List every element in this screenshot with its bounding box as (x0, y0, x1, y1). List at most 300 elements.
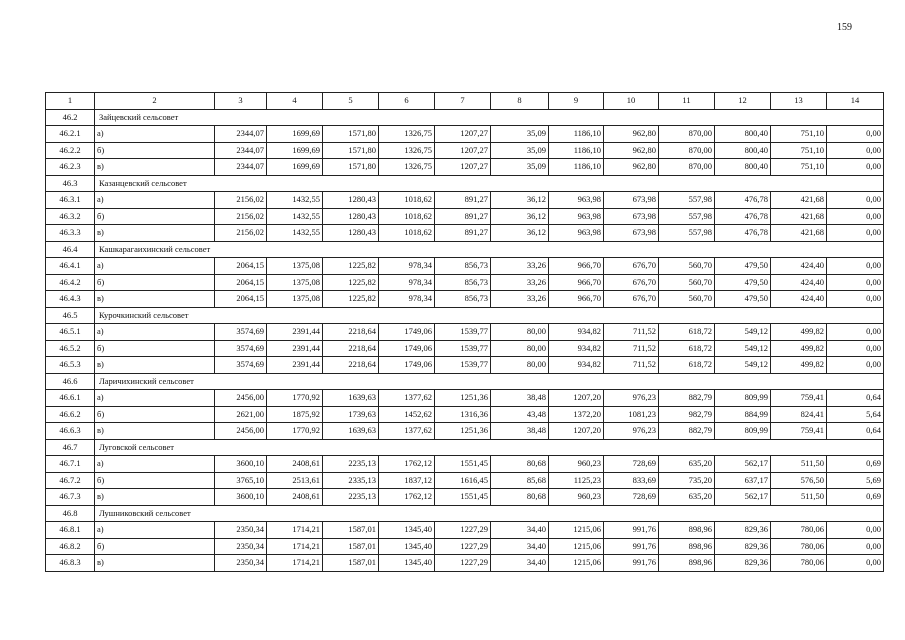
page-number: 159 (837, 22, 852, 33)
table-row (46, 472, 884, 489)
value-cell: 673,98 (604, 192, 659, 209)
value-cell: 0,00 (827, 538, 884, 555)
section-code: 46.5 (46, 307, 95, 324)
value-cell: 1227,29 (435, 522, 491, 539)
value-cell: 898,96 (659, 522, 715, 539)
value-cell: 3765,10 (215, 472, 267, 489)
row-code: 46.6.3 (46, 423, 95, 440)
row-label: а) (95, 324, 215, 341)
table-row (46, 258, 884, 275)
value-cell: 809,99 (715, 390, 771, 407)
value-cell: 1770,92 (267, 390, 323, 407)
table-row (46, 225, 884, 242)
column-header: 13 (771, 93, 827, 110)
value-cell: 829,36 (715, 522, 771, 539)
value-cell: 1345,40 (379, 538, 435, 555)
value-cell: 2350,34 (215, 555, 267, 572)
value-cell: 963,98 (549, 192, 604, 209)
value-cell: 33,26 (491, 291, 549, 308)
value-cell: 618,72 (659, 324, 715, 341)
value-cell: 1207,20 (549, 390, 604, 407)
value-cell: 1587,01 (323, 522, 379, 539)
value-cell: 637,17 (715, 472, 771, 489)
value-cell: 3574,69 (215, 340, 267, 357)
row-label: б) (95, 406, 215, 423)
value-cell: 711,52 (604, 324, 659, 341)
value-cell: 1432,55 (267, 192, 323, 209)
value-cell: 1749,06 (379, 340, 435, 357)
value-cell: 36,12 (491, 225, 549, 242)
table-row (46, 208, 884, 225)
value-cell: 963,98 (549, 208, 604, 225)
value-cell: 780,06 (771, 538, 827, 555)
table-row (46, 192, 884, 209)
value-cell: 0,00 (827, 208, 884, 225)
value-cell: 43,48 (491, 406, 549, 423)
value-cell: 479,50 (715, 258, 771, 275)
section-row (46, 373, 884, 390)
value-cell: 1739,63 (323, 406, 379, 423)
value-cell: 1207,27 (435, 159, 491, 176)
value-cell: 1326,75 (379, 159, 435, 176)
value-cell: 978,34 (379, 274, 435, 291)
section-code: 46.8 (46, 505, 95, 522)
value-cell: 829,36 (715, 555, 771, 572)
column-header: 5 (323, 93, 379, 110)
value-cell: 833,69 (604, 472, 659, 489)
value-cell: 824,41 (771, 406, 827, 423)
value-cell: 33,26 (491, 258, 549, 275)
value-cell: 424,40 (771, 291, 827, 308)
value-cell: 36,12 (491, 208, 549, 225)
value-cell: 3574,69 (215, 357, 267, 374)
row-label: в) (95, 291, 215, 308)
column-header: 14 (827, 93, 884, 110)
table-row (46, 142, 884, 159)
value-cell: 35,09 (491, 159, 549, 176)
value-cell: 962,80 (604, 142, 659, 159)
value-cell: 635,20 (659, 489, 715, 506)
value-cell: 2064,15 (215, 291, 267, 308)
table-row (46, 291, 884, 308)
value-cell: 676,70 (604, 258, 659, 275)
row-code: 46.3.3 (46, 225, 95, 242)
value-cell: 1018,62 (379, 192, 435, 209)
value-cell: 2391,44 (267, 357, 323, 374)
value-cell: 0,00 (827, 225, 884, 242)
row-label: б) (95, 274, 215, 291)
row-label: а) (95, 126, 215, 143)
value-cell: 728,69 (604, 489, 659, 506)
column-header: 8 (491, 93, 549, 110)
value-cell: 2156,02 (215, 225, 267, 242)
value-cell: 424,40 (771, 258, 827, 275)
value-cell: 963,98 (549, 225, 604, 242)
value-cell: 960,23 (549, 489, 604, 506)
value-cell: 1749,06 (379, 324, 435, 341)
value-cell: 1326,75 (379, 142, 435, 159)
value-cell: 421,68 (771, 192, 827, 209)
value-cell: 2064,15 (215, 274, 267, 291)
row-code: 46.7.3 (46, 489, 95, 506)
value-cell: 891,27 (435, 192, 491, 209)
table-row (46, 522, 884, 539)
column-header: 3 (215, 93, 267, 110)
row-label: а) (95, 192, 215, 209)
value-cell: 0,64 (827, 423, 884, 440)
value-cell: 1539,77 (435, 340, 491, 357)
value-cell: 1215,06 (549, 538, 604, 555)
row-label: б) (95, 340, 215, 357)
column-header: 4 (267, 93, 323, 110)
value-cell: 759,41 (771, 390, 827, 407)
value-cell: 33,26 (491, 274, 549, 291)
value-cell: 966,70 (549, 274, 604, 291)
row-code: 46.5.1 (46, 324, 95, 341)
value-cell: 1345,40 (379, 522, 435, 539)
value-cell: 476,78 (715, 208, 771, 225)
value-cell: 711,52 (604, 340, 659, 357)
value-cell: 1375,08 (267, 274, 323, 291)
value-cell: 991,76 (604, 555, 659, 572)
value-cell: 2156,02 (215, 208, 267, 225)
value-cell: 1251,36 (435, 423, 491, 440)
value-cell: 884,99 (715, 406, 771, 423)
value-cell: 1375,08 (267, 291, 323, 308)
value-cell: 800,40 (715, 159, 771, 176)
value-cell: 962,80 (604, 159, 659, 176)
value-cell: 898,96 (659, 538, 715, 555)
value-cell: 34,40 (491, 555, 549, 572)
value-cell: 1207,27 (435, 126, 491, 143)
row-code: 46.5.2 (46, 340, 95, 357)
value-cell: 2218,64 (323, 340, 379, 357)
value-cell: 618,72 (659, 340, 715, 357)
value-cell: 2156,02 (215, 192, 267, 209)
section-row (46, 241, 884, 258)
value-cell: 759,41 (771, 423, 827, 440)
value-cell: 898,96 (659, 555, 715, 572)
value-cell: 3574,69 (215, 324, 267, 341)
value-cell: 560,70 (659, 258, 715, 275)
column-header: 1 (46, 93, 95, 110)
value-cell: 1551,45 (435, 489, 491, 506)
value-cell: 978,34 (379, 291, 435, 308)
header-row (46, 93, 884, 110)
value-cell: 1225,82 (323, 258, 379, 275)
value-cell: 1770,92 (267, 423, 323, 440)
value-cell: 421,68 (771, 225, 827, 242)
value-cell: 0,00 (827, 357, 884, 374)
value-cell: 1639,63 (323, 390, 379, 407)
value-cell: 1551,45 (435, 456, 491, 473)
value-cell: 735,20 (659, 472, 715, 489)
value-cell: 1227,29 (435, 538, 491, 555)
section-title: Ларичихинский сельсовет (95, 373, 884, 390)
value-cell: 2391,44 (267, 324, 323, 341)
value-cell: 934,82 (549, 324, 604, 341)
value-cell: 0,00 (827, 555, 884, 572)
value-cell: 0,00 (827, 142, 884, 159)
value-cell: 982,79 (659, 406, 715, 423)
table-row (46, 390, 884, 407)
value-cell: 962,80 (604, 126, 659, 143)
value-cell: 479,50 (715, 291, 771, 308)
value-cell: 80,00 (491, 340, 549, 357)
table-body (46, 93, 884, 572)
value-cell: 1539,77 (435, 357, 491, 374)
value-cell: 1345,40 (379, 555, 435, 572)
table-row (46, 456, 884, 473)
value-cell: 0,69 (827, 456, 884, 473)
value-cell: 5,69 (827, 472, 884, 489)
value-cell: 856,73 (435, 291, 491, 308)
row-label: в) (95, 159, 215, 176)
section-code: 46.4 (46, 241, 95, 258)
column-header: 9 (549, 93, 604, 110)
value-cell: 1280,43 (323, 225, 379, 242)
section-title: Курочкинский сельсовет (95, 307, 884, 324)
value-cell: 751,10 (771, 159, 827, 176)
value-cell: 1762,12 (379, 489, 435, 506)
value-cell: 80,68 (491, 456, 549, 473)
value-cell: 511,50 (771, 456, 827, 473)
value-cell: 891,27 (435, 208, 491, 225)
value-cell: 2408,61 (267, 489, 323, 506)
value-cell: 1186,10 (549, 159, 604, 176)
row-code: 46.6.1 (46, 390, 95, 407)
table-row (46, 159, 884, 176)
value-cell: 635,20 (659, 456, 715, 473)
data-table (45, 92, 884, 572)
value-cell: 35,09 (491, 126, 549, 143)
row-code: 46.8.3 (46, 555, 95, 572)
row-code: 46.8.2 (46, 538, 95, 555)
section-code: 46.2 (46, 109, 95, 126)
value-cell: 1316,36 (435, 406, 491, 423)
value-cell: 1251,36 (435, 390, 491, 407)
row-label: б) (95, 472, 215, 489)
value-cell: 479,50 (715, 274, 771, 291)
value-cell: 676,70 (604, 291, 659, 308)
value-cell: 1225,82 (323, 291, 379, 308)
section-title: Зайцевский сельсовет (95, 109, 884, 126)
value-cell: 1018,62 (379, 225, 435, 242)
row-label: б) (95, 538, 215, 555)
value-cell: 499,82 (771, 324, 827, 341)
value-cell: 934,82 (549, 340, 604, 357)
value-cell: 34,40 (491, 538, 549, 555)
row-code: 46.4.1 (46, 258, 95, 275)
value-cell: 3600,10 (215, 489, 267, 506)
row-label: а) (95, 456, 215, 473)
value-cell: 1762,12 (379, 456, 435, 473)
value-cell: 511,50 (771, 489, 827, 506)
value-cell: 976,23 (604, 390, 659, 407)
value-cell: 2335,13 (323, 472, 379, 489)
value-cell: 2064,15 (215, 258, 267, 275)
value-cell: 870,00 (659, 159, 715, 176)
section-title: Лушниковский сельсовет (95, 505, 884, 522)
value-cell: 2344,07 (215, 126, 267, 143)
value-cell: 1452,62 (379, 406, 435, 423)
column-header: 7 (435, 93, 491, 110)
value-cell: 1699,69 (267, 142, 323, 159)
value-cell: 751,10 (771, 126, 827, 143)
row-code: 46.3.2 (46, 208, 95, 225)
value-cell: 891,27 (435, 225, 491, 242)
value-cell: 1207,20 (549, 423, 604, 440)
value-cell: 2456,00 (215, 390, 267, 407)
value-cell: 1215,06 (549, 555, 604, 572)
value-cell: 1280,43 (323, 208, 379, 225)
value-cell: 557,98 (659, 225, 715, 242)
value-cell: 1207,27 (435, 142, 491, 159)
row-code: 46.4.2 (46, 274, 95, 291)
value-cell: 2218,64 (323, 357, 379, 374)
value-cell: 80,00 (491, 357, 549, 374)
value-cell: 80,68 (491, 489, 549, 506)
row-code: 46.2.1 (46, 126, 95, 143)
value-cell: 1571,80 (323, 159, 379, 176)
value-cell: 966,70 (549, 291, 604, 308)
value-cell: 1539,77 (435, 324, 491, 341)
value-cell: 780,06 (771, 555, 827, 572)
value-cell: 1714,21 (267, 538, 323, 555)
value-cell: 2621,00 (215, 406, 267, 423)
value-cell: 1714,21 (267, 555, 323, 572)
row-code: 46.7.2 (46, 472, 95, 489)
table-row (46, 406, 884, 423)
value-cell: 976,23 (604, 423, 659, 440)
value-cell: 991,76 (604, 538, 659, 555)
value-cell: 2344,07 (215, 142, 267, 159)
section-row (46, 307, 884, 324)
value-cell: 1280,43 (323, 192, 379, 209)
value-cell: 562,17 (715, 489, 771, 506)
row-label: в) (95, 423, 215, 440)
value-cell: 1186,10 (549, 142, 604, 159)
value-cell: 1837,12 (379, 472, 435, 489)
section-title: Луговской сельсовет (95, 439, 884, 456)
value-cell: 960,23 (549, 456, 604, 473)
value-cell: 2350,34 (215, 538, 267, 555)
section-row (46, 109, 884, 126)
value-cell: 549,12 (715, 324, 771, 341)
value-cell: 1227,29 (435, 555, 491, 572)
section-row (46, 175, 884, 192)
value-cell: 3600,10 (215, 456, 267, 473)
table-row (46, 274, 884, 291)
value-cell: 1571,80 (323, 142, 379, 159)
row-label: в) (95, 555, 215, 572)
value-cell: 618,72 (659, 357, 715, 374)
column-header: 12 (715, 93, 771, 110)
table-row (46, 555, 884, 572)
row-code: 46.2.2 (46, 142, 95, 159)
row-label: а) (95, 522, 215, 539)
row-label: б) (95, 142, 215, 159)
value-cell: 2350,34 (215, 522, 267, 539)
value-cell: 576,50 (771, 472, 827, 489)
row-code: 46.3.1 (46, 192, 95, 209)
value-cell: 1081,23 (604, 406, 659, 423)
value-cell: 856,73 (435, 258, 491, 275)
value-cell: 1432,55 (267, 225, 323, 242)
value-cell: 1571,80 (323, 126, 379, 143)
value-cell: 560,70 (659, 291, 715, 308)
value-cell: 2456,00 (215, 423, 267, 440)
value-cell: 829,36 (715, 538, 771, 555)
value-cell: 2235,13 (323, 456, 379, 473)
value-cell: 562,17 (715, 456, 771, 473)
value-cell: 728,69 (604, 456, 659, 473)
value-cell: 549,12 (715, 340, 771, 357)
value-cell: 1372,20 (549, 406, 604, 423)
row-code: 46.5.3 (46, 357, 95, 374)
value-cell: 0,00 (827, 274, 884, 291)
value-cell: 1616,45 (435, 472, 491, 489)
value-cell: 2513,61 (267, 472, 323, 489)
value-cell: 991,76 (604, 522, 659, 539)
value-cell: 476,78 (715, 192, 771, 209)
value-cell: 1875,92 (267, 406, 323, 423)
value-cell: 673,98 (604, 208, 659, 225)
section-code: 46.6 (46, 373, 95, 390)
row-code: 46.7.1 (46, 456, 95, 473)
value-cell: 2408,61 (267, 456, 323, 473)
value-cell: 80,00 (491, 324, 549, 341)
column-header: 10 (604, 93, 659, 110)
value-cell: 0,00 (827, 291, 884, 308)
value-cell: 1639,63 (323, 423, 379, 440)
value-cell: 0,64 (827, 390, 884, 407)
value-cell: 0,00 (827, 126, 884, 143)
table-row (46, 340, 884, 357)
value-cell: 5,64 (827, 406, 884, 423)
value-cell: 1587,01 (323, 555, 379, 572)
value-cell: 0,00 (827, 340, 884, 357)
value-cell: 0,00 (827, 522, 884, 539)
column-header: 6 (379, 93, 435, 110)
value-cell: 780,06 (771, 522, 827, 539)
value-cell: 1215,06 (549, 522, 604, 539)
value-cell: 0,00 (827, 324, 884, 341)
value-cell: 0,69 (827, 489, 884, 506)
value-cell: 882,79 (659, 390, 715, 407)
row-label: а) (95, 258, 215, 275)
value-cell: 34,40 (491, 522, 549, 539)
table-row (46, 357, 884, 374)
column-header: 11 (659, 93, 715, 110)
value-cell: 978,34 (379, 258, 435, 275)
value-cell: 1432,55 (267, 208, 323, 225)
value-cell: 2235,13 (323, 489, 379, 506)
value-cell: 1225,82 (323, 274, 379, 291)
value-cell: 0,00 (827, 192, 884, 209)
value-cell: 35,09 (491, 142, 549, 159)
column-header: 2 (95, 93, 215, 110)
section-title: Кашкарагаихинский сельсовет (95, 241, 884, 258)
table-row (46, 324, 884, 341)
row-label: б) (95, 208, 215, 225)
value-cell: 560,70 (659, 274, 715, 291)
value-cell: 1018,62 (379, 208, 435, 225)
value-cell: 882,79 (659, 423, 715, 440)
value-cell: 2218,64 (323, 324, 379, 341)
value-cell: 673,98 (604, 225, 659, 242)
value-cell: 549,12 (715, 357, 771, 374)
